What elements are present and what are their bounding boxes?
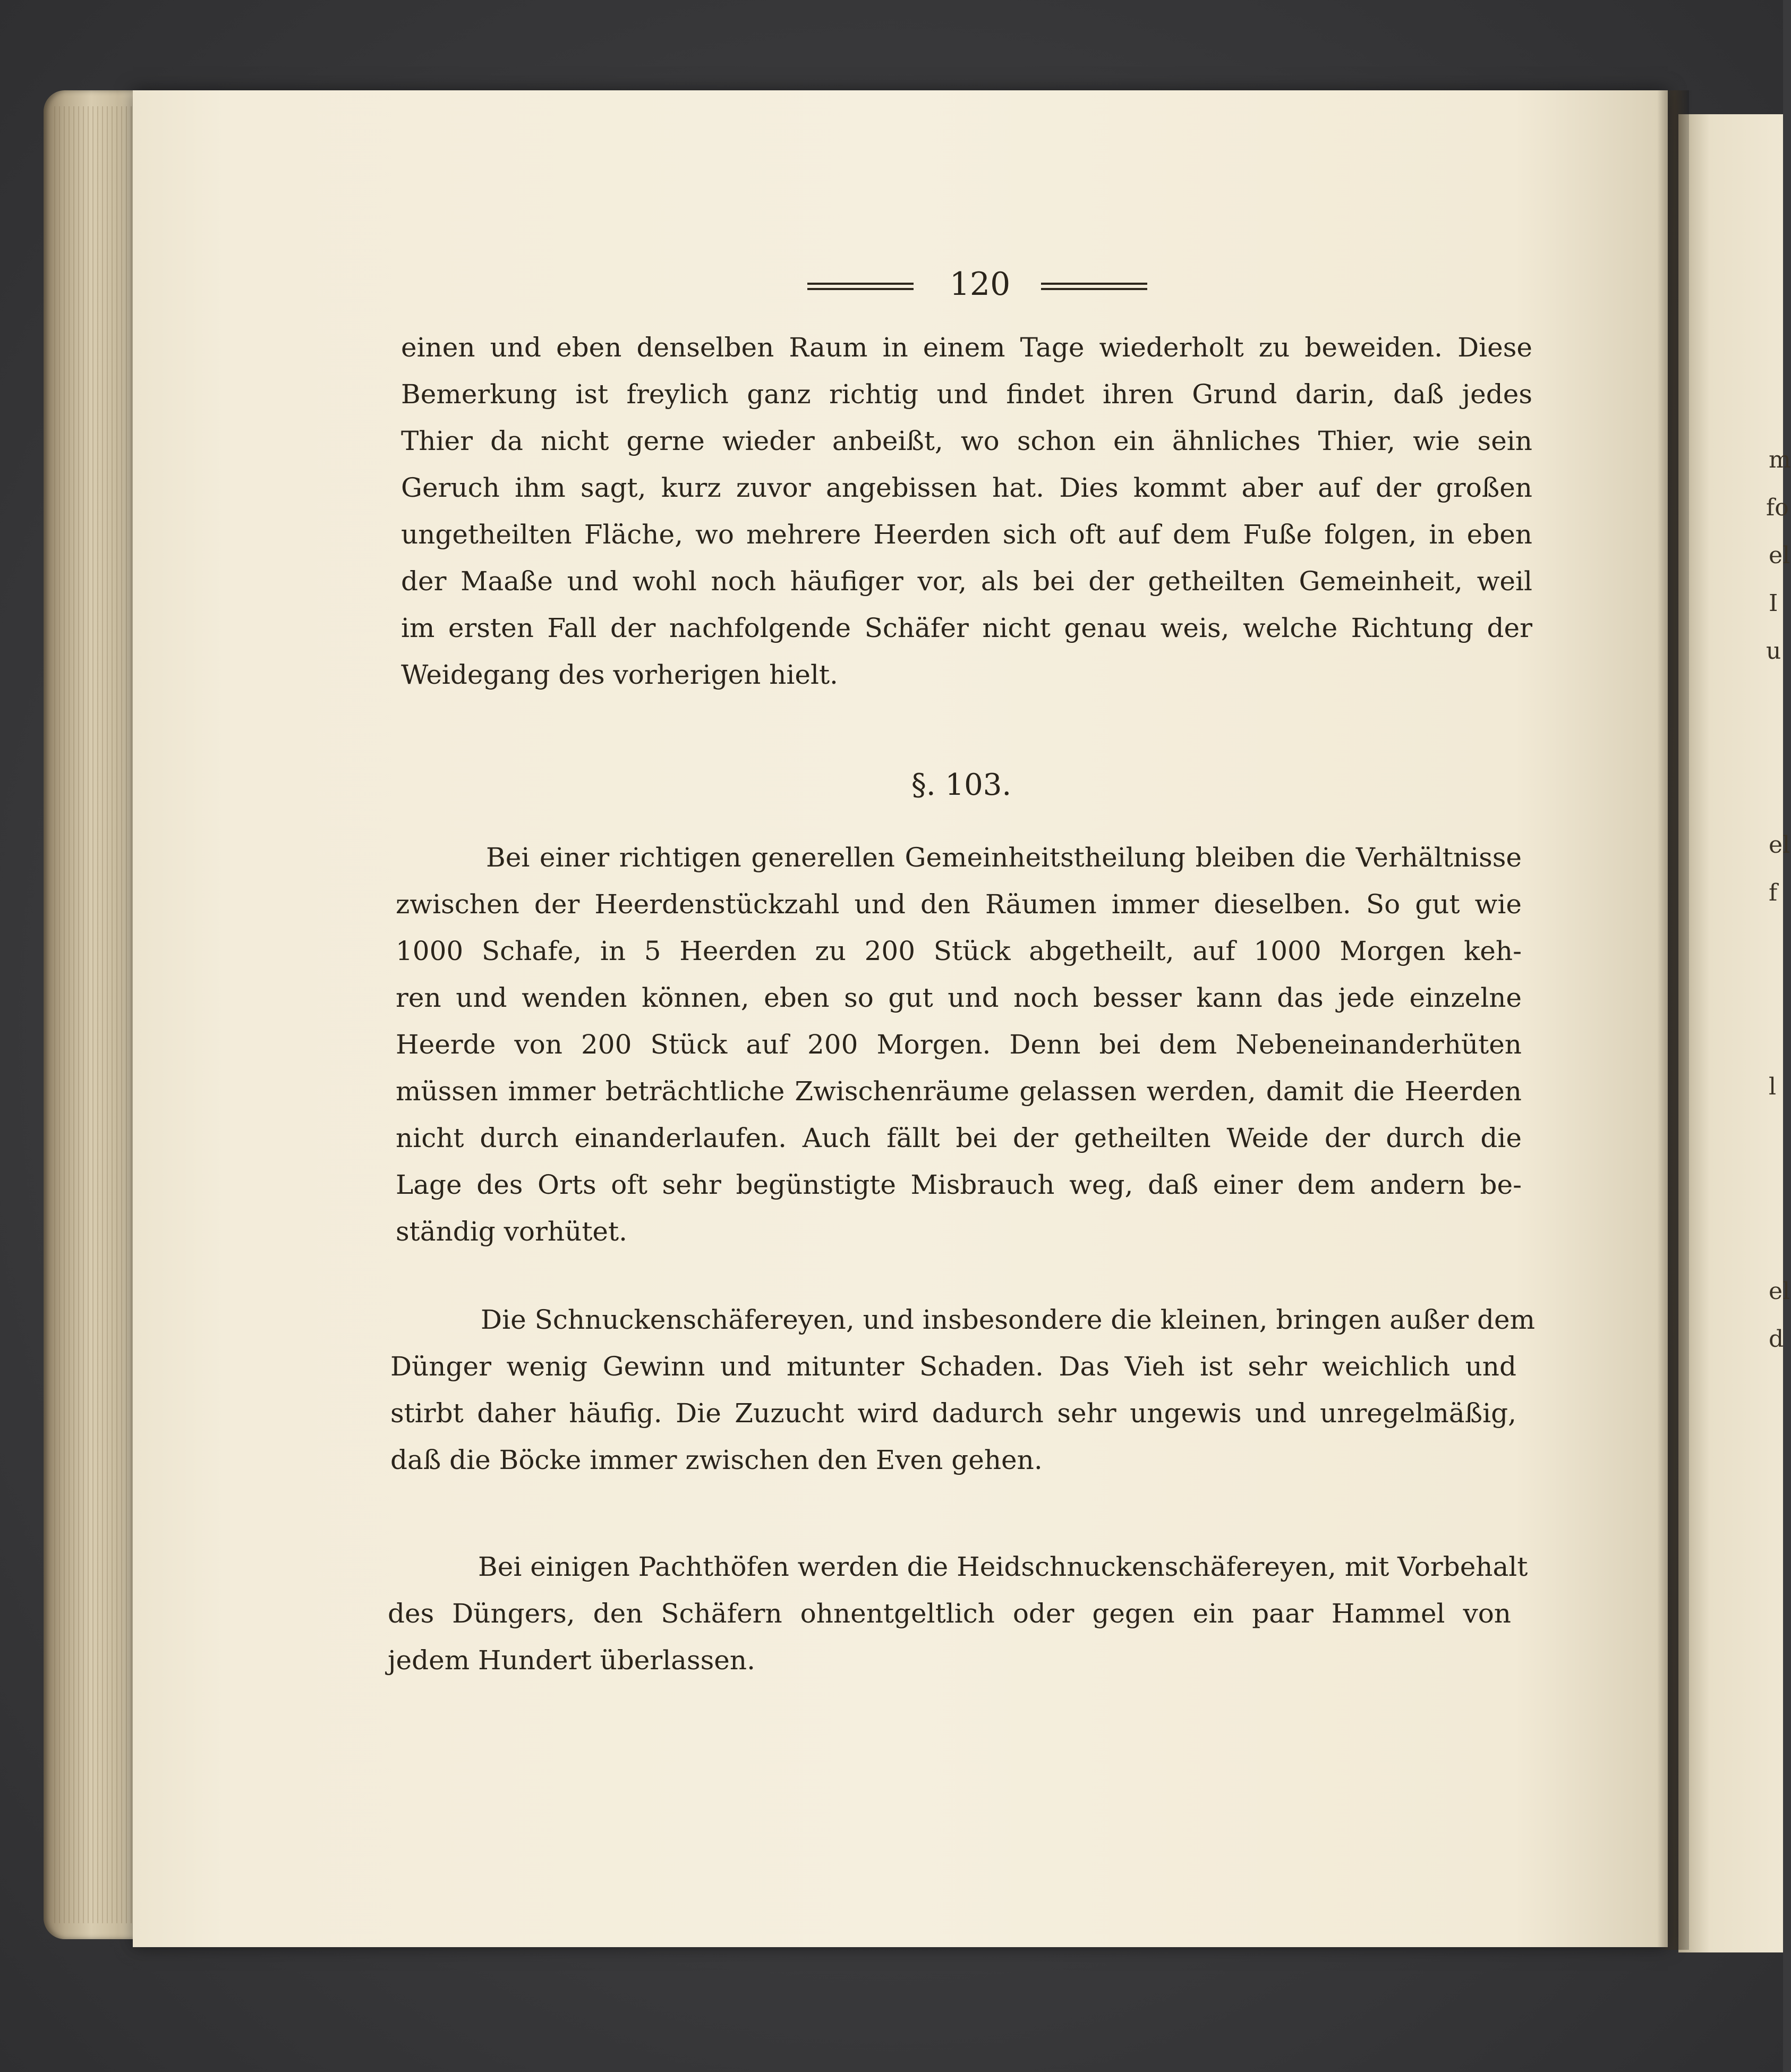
text-line: Heerde von 200 Stück auf 200 Morgen. Denn bei dem Nebeneinanderhüten bbox=[396, 1029, 1522, 1060]
section-heading: §. 103. bbox=[911, 768, 1012, 802]
text-line: Thier da nicht gerne wieder anbeißt, wo schon ein ähnliches Thier, wie sein bbox=[401, 426, 1532, 456]
text-line: Die Schnuckenschäfereyen, und insbesondere die kleinen, bringen außer dem bbox=[481, 1304, 1536, 1335]
text-line: Bei einer richtigen generellen Gemeinheitstheilung bleiben die Verhältnisse bbox=[486, 842, 1522, 873]
text-line: Bemerkung ist freylich ganz richtig und findet ihren Grund darin, daß jedes bbox=[401, 379, 1532, 410]
text-line: einen und eben denselben Raum in einem Tage wiederholt zu beweiden. Diese bbox=[401, 332, 1532, 363]
paragraph-2 bbox=[396, 834, 1522, 1255]
page-number: 120 bbox=[949, 266, 1011, 303]
page-header bbox=[791, 266, 1163, 308]
text-line: ungetheilten Fläche, wo mehrere Heerden sich oft auf dem Fuße folgen, in eben bbox=[401, 519, 1532, 550]
text-line: daß die Böcke immer zwischen den Even gehen. bbox=[390, 1445, 1043, 1475]
margin-glyph: d bbox=[1769, 1326, 1784, 1353]
margin-glyph: el bbox=[1769, 1278, 1790, 1305]
header-rule-left bbox=[807, 283, 914, 290]
text-line: Geruch ihm sagt, kurz zuvor angebissen hat. Dies kommt aber auf der großen bbox=[401, 472, 1532, 503]
margin-glyph: l bbox=[1769, 1073, 1777, 1100]
margin-glyph: el bbox=[1769, 542, 1790, 569]
text-line: ren und wenden können, eben so gut und noch besser kann das jede einzelne bbox=[396, 982, 1522, 1013]
margin-glyph: el bbox=[1769, 831, 1790, 859]
margin-glyph: fo bbox=[1766, 494, 1789, 521]
paragraph-4 bbox=[388, 1543, 1528, 1684]
facing-page bbox=[1678, 114, 1783, 1952]
margin-glyph: f bbox=[1769, 879, 1778, 906]
text-line: jedem Hundert überlassen. bbox=[388, 1645, 755, 1676]
book-gutter bbox=[1657, 90, 1689, 1950]
text-line: Lage des Orts oft sehr begünstigte Misbrauch weg, daß einer dem andern be- bbox=[396, 1169, 1522, 1200]
margin-glyph: u bbox=[1766, 638, 1781, 665]
text-line: Bei einigen Pachthöfen werden die Heidschnuckenschäfereyen, mit Vorbehalt bbox=[478, 1551, 1528, 1582]
text-line: 1000 Schafe, in 5 Heerden zu 200 Stück abgetheilt, auf 1000 Morgen keh- bbox=[396, 936, 1522, 966]
text-line: ständig vorhütet. bbox=[396, 1216, 627, 1247]
text-line: zwischen der Heerdenstückzahl und den Räumen immer dieselben. So gut wie bbox=[396, 889, 1522, 920]
text-line: des Düngers, den Schäfern ohnentgeltlich oder gegen ein paar Hammel von bbox=[388, 1598, 1511, 1629]
margin-glyph: m bbox=[1769, 446, 1791, 473]
header-rule-right bbox=[1041, 283, 1147, 290]
text-line: Weidegang des vorherigen hielt. bbox=[401, 659, 838, 690]
text-line: Dünger wenig Gewinn und mitunter Schaden. Das Vieh ist sehr weichlich und bbox=[390, 1351, 1516, 1382]
text-line: stirbt daher häufig. Die Zuzucht wird dadurch sehr ungewis und unregelmäßig, bbox=[390, 1398, 1516, 1429]
text-line: im ersten Fall der nachfolgende Schäfer nicht genau weis, welche Richtung der bbox=[401, 613, 1532, 643]
text-line: müssen immer beträchtliche Zwischenräume gelassen werden, damit die Heerden bbox=[396, 1076, 1522, 1107]
text-line: der Maaße und wohl noch häufiger vor, als bei der getheilten Gemeinheit, weil bbox=[401, 566, 1532, 597]
paragraph-1 bbox=[401, 324, 1532, 698]
paragraph-3 bbox=[390, 1296, 1536, 1483]
text-line: nicht durch einanderlaufen. Auch fällt bei der getheilten Weide der durch die bbox=[396, 1123, 1522, 1153]
margin-glyph: I bbox=[1769, 590, 1778, 617]
